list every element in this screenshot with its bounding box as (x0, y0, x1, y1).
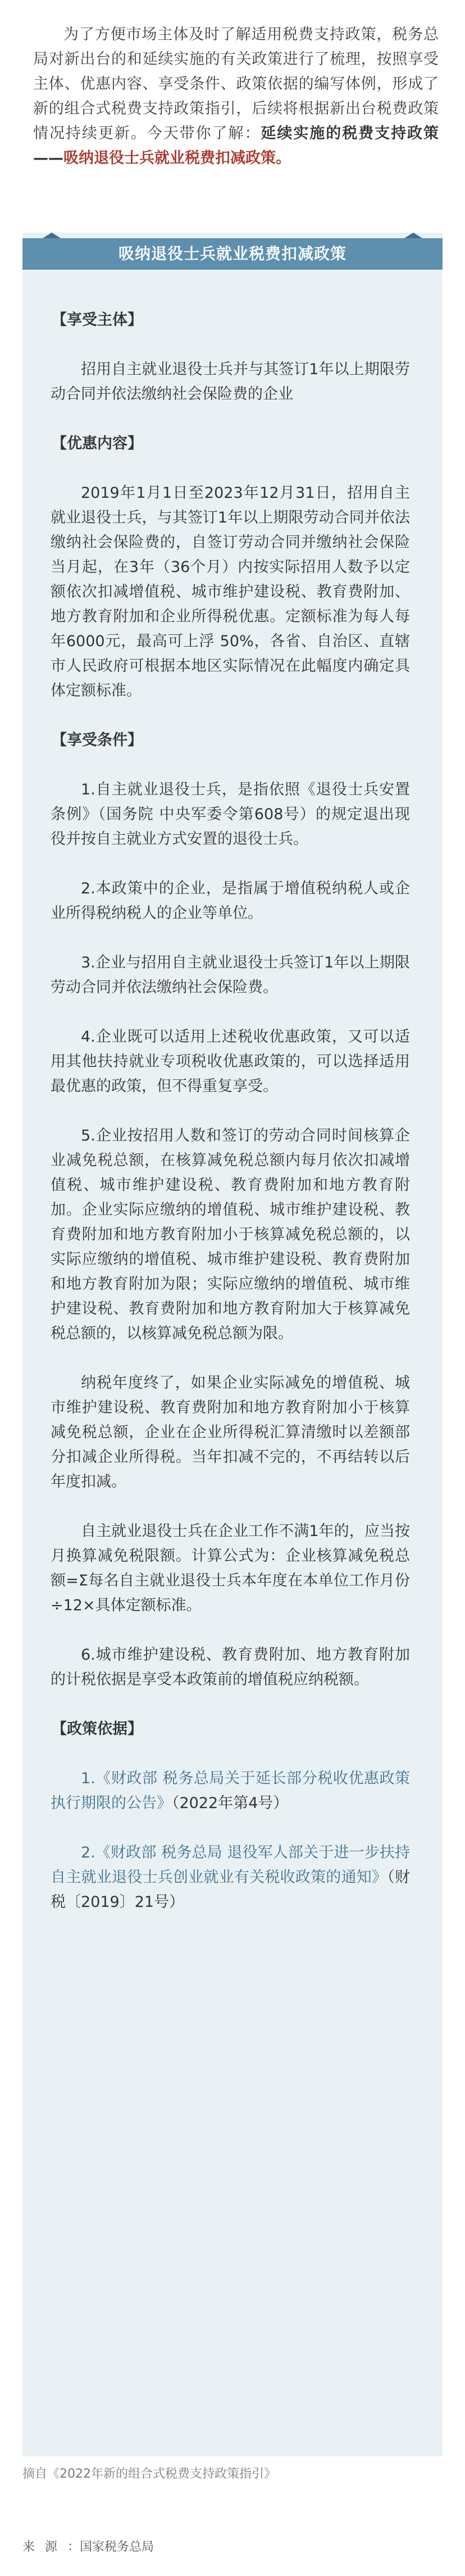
footnote: 摘自《2022年新的组合式税费支持政策指引》 (22, 2467, 276, 2481)
intro-strong-text: 延续实施的税费支持政策—— (33, 125, 439, 167)
source-colon: ： (67, 2540, 80, 2554)
source-line (22, 2538, 443, 2556)
condition-item: 自主就业退役士兵在企业工作不满1年的，应当按月换算减免税限额。计算公式为：企业核算减免税总额=Σ每名自主就业退役士兵本年度在本单位工作月份÷12×具体定额标准。 (51, 1523, 410, 1614)
condition-item: 5.企业按招用人数和签订的劳动合同时间核算企业减免税总额，在核算减免税总额内每月依次扣减增值税、城市维护建设税、教育费附加和地方教育附加。企业实际应缴纳的增值税、城市维护建设税、教育费附加和地方教育附加小于核算减免税总额的，以实际应缴纳的增值税、城市维护建设税、教育费附加和地方教育附加为限；实际应缴纳的增值税、城市维护建设税、教育费附加和地方教育附加大于核算减免税总额的，以核算减免税总额为限。 (51, 1127, 410, 1342)
source-value: 国家税务总局 (80, 2540, 154, 2554)
source-label: 来源 (22, 2540, 68, 2554)
card-title: 吸纳退役士兵就业税费扣减政策 (118, 244, 347, 263)
basis-link[interactable]: 2.《财政部 税务总局 退役军人部关于进一步扶持自主就业退役士兵创业就业有关税收政策的通知》 (51, 1844, 410, 1886)
condition-item: 2.本政策中的企业，是指属于增值税纳税人或企业所得税纳税人的企业等单位。 (51, 880, 410, 922)
basis-item (51, 1841, 410, 1915)
benefit-text: 2019年1月1日至2023年12月31日，招用自主就业退役士兵，与其签订1年以上期限劳动合同并依法缴纳社会保险费的，自签订劳动合同并缴纳社会保险当月起，在3年（36个月）内按实际招用人数予以定额依次扣减增值税、城市维护建设税、教育费附加、地方教育附加和企业所得税优惠。定额标准为每人每年6000元，最高可上浮 50%，各省、自治区、直辖市人民政府可根据本地区实际情况在此幅度内确定具体定额标准。 (51, 484, 410, 699)
basis-heading: 【政策依据】 (52, 1720, 143, 1738)
basis-link[interactable]: 1.《财政部 税务总局关于延长部分税收优惠政策执行期限的公告》 (51, 1770, 410, 1812)
benefit-heading: 【优惠内容】 (52, 435, 143, 452)
header-notch-right (404, 233, 422, 238)
policy-card (22, 233, 443, 2456)
condition-item: 3.企业与招用自主就业退役士兵签订1年以上期限劳动合同并依法缴纳社会保险费。 (51, 954, 410, 996)
card-body (51, 308, 410, 1939)
header-notch-left (43, 233, 61, 238)
intro-text: 为了方便市场主体及时了解适用税费支持政策，税务总局对新出台的和延续实施的有关政策进行了梳理，按照享受主体、优惠内容、享受条件、政策依据的编写体例，形成了新的组合式税费支持政策指引，后续将根据新出台税费政策情况持续更新。今天带你了解： (33, 26, 439, 142)
condition-item: 1.自主就业退役士兵，是指依照《退役士兵安置条例》（国务院 中央军委令第608号）的规定退出现役并按自主就业方式安置的退役士兵。 (51, 781, 410, 848)
condition-item: 6.城市维护建设税、教育费附加、地方教育附加的计税依据是享受本政策前的增值税应纳税额。 (51, 1646, 410, 1688)
basis-ref: （2022年第4号） (172, 1794, 289, 1812)
basis-item (51, 1766, 410, 1816)
condition-item: 4.企业既可以适用上述税收优惠政策，又可以适用其他扶持就业专项税收优惠政策的，可以选择适用最优惠的政策，但不得重复享受。 (51, 1028, 410, 1095)
subject-text: 招用自主就业退役士兵并与其签订1年以上期限劳动合同并依法缴纳社会保险费的企业 (51, 361, 410, 403)
subject-heading: 【享受主体】 (52, 311, 143, 329)
intro-policy-name: 吸纳退役士兵就业税费扣减政策。 (63, 149, 291, 167)
basis-ref: （财税〔2019〕21号） (51, 1869, 411, 1911)
condition-item: 纳税年度终了，如果企业实际减免的增值税、城市维护建设税、教育费附加和地方教育附加小于核算减免税总额，企业在企业所得税汇算清缴时以差额部分扣减企业所得税。当年扣减不完的，不再结转以后年度扣减。 (51, 1374, 410, 1491)
condition-heading: 【享受条件】 (52, 732, 143, 749)
intro-paragraph (33, 22, 439, 171)
card-header (22, 233, 443, 275)
